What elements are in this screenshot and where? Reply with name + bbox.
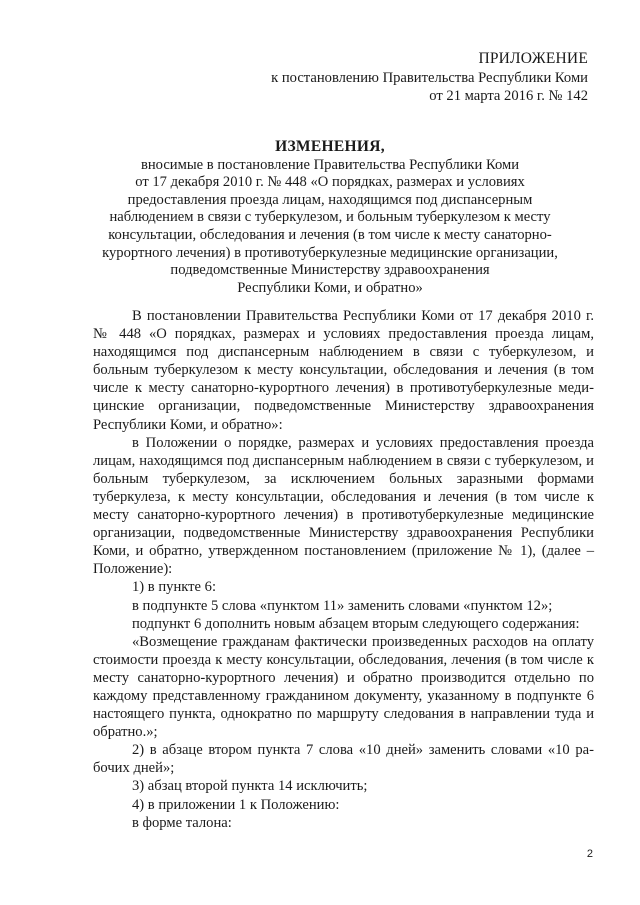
title-line: курортного лечения) в противотуберкулезные медицинские организации, (102, 244, 558, 261)
appendix-header (271, 50, 588, 106)
title-line: предоставления проезда лицам, находящимся под диспансерным (127, 191, 533, 208)
title-line: Республики Коми, и обратно» (237, 279, 423, 296)
document-title: ИЗМЕНЕНИЯ, (275, 138, 385, 155)
document-body (93, 307, 594, 832)
title-line: подведомственные Министерству здравоохранения (170, 262, 490, 279)
title-line: консультации, обследования и лечения (в том числе к месту санаторно- (108, 226, 552, 243)
body-paragraph: 2) в абзаце втором пункта 7 слова «10 дней» заменить словами «10 рабочих дней»; (93, 742, 594, 777)
body-paragraph: подпункт 6 дополнить новым абзацем вторым следующего содержания: (132, 615, 580, 632)
body-paragraph: в форме талона: (132, 814, 232, 831)
appendix-line-2: от 21 марта 2016 г. № 142 (429, 88, 588, 104)
body-paragraph: в подпункте 5 слова «пунктом 11» заменить словами «пунктом 12»; (132, 597, 553, 614)
page-number: 2 (586, 848, 593, 860)
title-line: от 17 декабря 2010 г. № 448 «О порядках, размерах и условиях (135, 174, 525, 191)
body-paragraph: 4) в приложении 1 к Положению: (132, 796, 340, 813)
appendix-heading: ПРИЛОЖЕНИЕ (478, 50, 588, 67)
appendix-line-1: к постановлению Правительства Республики Коми (271, 69, 588, 86)
body-paragraph: 1) в пункте 6: (132, 579, 217, 596)
body-paragraph: 3) абзац второй пункта 14 исключить; (132, 778, 368, 795)
title-line: наблюдением в связи с туберкулезом, и больным туберкулезом к месту (109, 209, 551, 226)
body-paragraph: «Возмещение гражданам фактически произведенных расходов на оплату стоимости проезда к месту консультации, обследования, лечения (в том числе к месту санаторно-курортного лечения) и обратно производится отдельно по каждому представленному гражданином документу, указанному в подпункте 6 настоящего пункта, однократно по маршруту следования в направлении туда и обратно.»; (93, 633, 594, 741)
body-paragraph: В постановлении Правительства Республики Коми от 17 декабря 2010 г. № 448 «О порядках, размерах и условиях предоставления проезда лицам, находящимся под диспансерным наблюдением в связи с туберкулезом, и больным туберкулезом к месту консультации, обследования и лечения (в том числе к месту санаторно-курортного лечения) в противотуберкулезные медицинские организации, подведомственные Министерству здравоохранения Республики Коми, и обратно»: (93, 308, 594, 433)
body-paragraph: в Положении о порядке, размерах и условиях предоставления проезда лицам, находящимся под диспансерным наблюдением в связи с туберкулезом, и больным туберкулезом, за исключением больных заразными формами туберкулеза, к месту консультации, обследования и лечения (в том числе к месту санаторно-курортного лечения) в противотуберкулезные медицинские организации, подведомственные Министерству здравоохранения Республики Коми, и обратно, утвержденном постановлением (приложение № 1), (далее – Положение): (93, 434, 594, 578)
document-title-block (80, 138, 580, 297)
title-line: вносимые в постановление Правительства Республики Коми (140, 156, 520, 173)
